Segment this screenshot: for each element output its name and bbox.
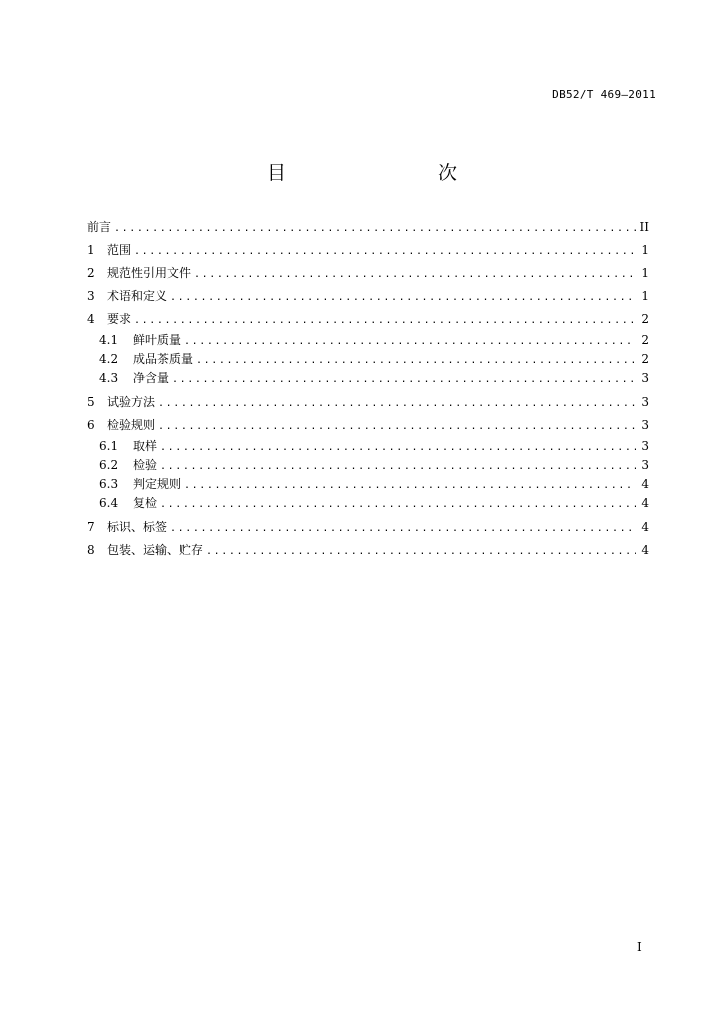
toc-entry-page: 3 bbox=[641, 371, 649, 385]
toc-entry[interactable] bbox=[87, 331, 649, 350]
toc-entry-page: 4 bbox=[641, 520, 649, 534]
toc-entry-label: 取样 bbox=[133, 439, 158, 453]
dot-leader bbox=[194, 263, 636, 286]
page-number: I bbox=[637, 940, 642, 954]
toc-entry-page: 2 bbox=[641, 333, 649, 347]
toc-entry[interactable] bbox=[87, 239, 649, 262]
toc-entry[interactable] bbox=[87, 391, 649, 414]
dot-leader bbox=[206, 540, 636, 563]
dot-leader bbox=[184, 332, 636, 351]
dot-leader bbox=[160, 438, 636, 457]
toc-entry[interactable] bbox=[87, 350, 649, 369]
toc-entry[interactable] bbox=[87, 437, 649, 456]
toc-entry-label: 复检 bbox=[133, 496, 158, 510]
dot-leader bbox=[160, 495, 636, 514]
toc-entry-page: 3 bbox=[641, 395, 649, 409]
toc-entry-label: 标识、标签 bbox=[107, 520, 168, 534]
dot-leader bbox=[196, 351, 636, 370]
toc-entry-page: 4 bbox=[641, 496, 649, 510]
toc-entry-label: 判定规则 bbox=[133, 477, 182, 491]
toc-entry-number: 5 bbox=[87, 395, 95, 409]
toc-entry-number: 6.4 bbox=[99, 496, 119, 510]
toc-entry-number: 1 bbox=[87, 243, 95, 257]
dot-leader bbox=[184, 476, 636, 495]
toc-entry-page: 4 bbox=[641, 477, 649, 491]
toc-entry-number: 4 bbox=[87, 312, 95, 326]
document-code: DB52/T 469—2011 bbox=[552, 88, 656, 101]
toc-entry-label: 成品茶质量 bbox=[133, 352, 194, 366]
toc-entry[interactable] bbox=[87, 494, 649, 513]
toc-entry[interactable] bbox=[87, 262, 649, 285]
toc-entry[interactable] bbox=[87, 369, 649, 388]
dot-leader bbox=[134, 240, 636, 263]
toc-entry-page: 3 bbox=[641, 439, 649, 453]
toc-entry-label: 前言 bbox=[87, 220, 112, 234]
toc-entry-number: 6.1 bbox=[99, 439, 119, 453]
toc-entry-number: 7 bbox=[87, 520, 95, 534]
toc-entry-label: 检验 bbox=[133, 458, 158, 472]
dot-leader bbox=[134, 309, 636, 332]
toc-entry-number: 4.1 bbox=[99, 333, 119, 347]
dot-leader bbox=[160, 457, 636, 476]
toc-entry-page: 2 bbox=[641, 352, 649, 366]
toc-entry-number: 2 bbox=[87, 266, 95, 280]
toc-entry-label: 净含量 bbox=[133, 371, 170, 385]
toc-entry-number: 4.3 bbox=[99, 371, 119, 385]
dot-leader bbox=[158, 392, 636, 415]
toc-entry[interactable] bbox=[87, 308, 649, 331]
toc-entry-label: 规范性引用文件 bbox=[107, 266, 192, 280]
toc-entry-page: 1 bbox=[641, 243, 649, 257]
toc-entry[interactable] bbox=[87, 216, 649, 239]
dot-leader bbox=[172, 370, 636, 389]
toc-entry-page: 3 bbox=[641, 418, 649, 432]
toc-entry[interactable] bbox=[87, 539, 649, 562]
toc-entry[interactable] bbox=[87, 456, 649, 475]
toc-entry-number: 3 bbox=[87, 289, 95, 303]
toc-entry-number: 6.2 bbox=[99, 458, 119, 472]
toc-entry-number: 6 bbox=[87, 418, 95, 432]
dot-leader bbox=[170, 286, 636, 309]
toc-entry-number: 8 bbox=[87, 543, 95, 557]
toc-entry-label: 包装、运输、贮存 bbox=[107, 543, 204, 557]
toc-entry-page: 4 bbox=[641, 543, 649, 557]
toc-entry-label: 术语和定义 bbox=[107, 289, 168, 303]
dot-leader bbox=[170, 517, 636, 540]
toc-entry-label: 范围 bbox=[107, 243, 132, 257]
toc-entry-label: 要求 bbox=[107, 312, 132, 326]
toc-entry[interactable] bbox=[87, 475, 649, 494]
toc-entry-page: 1 bbox=[641, 289, 649, 303]
toc-entry-label: 鲜叶质量 bbox=[133, 333, 182, 347]
toc-entry[interactable] bbox=[87, 516, 649, 539]
toc-entry-label: 检验规则 bbox=[107, 418, 156, 432]
table-of-contents bbox=[87, 216, 649, 562]
toc-entry-page: 2 bbox=[641, 312, 649, 326]
toc-entry[interactable] bbox=[87, 414, 649, 437]
toc-entry[interactable] bbox=[87, 285, 649, 308]
toc-entry-page: 1 bbox=[641, 266, 649, 280]
toc-entry-number: 6.3 bbox=[99, 477, 119, 491]
toc-entry-page: II bbox=[639, 220, 649, 234]
toc-entry-page: 3 bbox=[641, 458, 649, 472]
toc-entry-label: 试验方法 bbox=[107, 395, 156, 409]
dot-leader bbox=[114, 217, 636, 240]
dot-leader bbox=[158, 415, 636, 438]
page-title: 目 次 bbox=[266, 162, 495, 184]
toc-entry-number: 4.2 bbox=[99, 352, 119, 366]
